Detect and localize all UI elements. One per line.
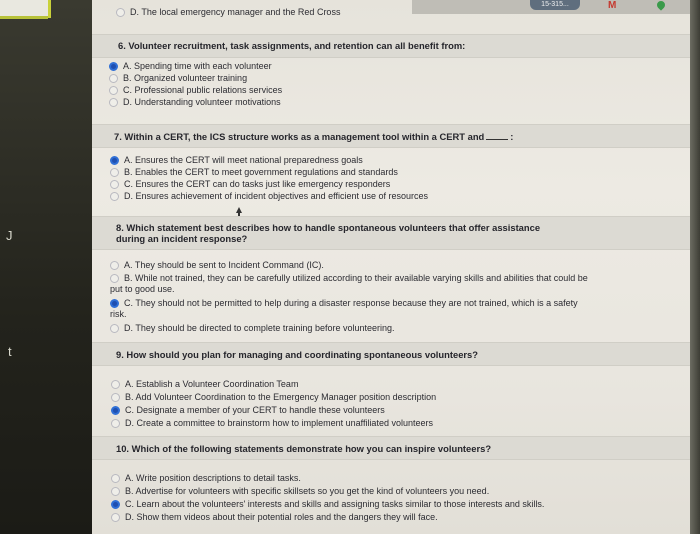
bezel-tab: [0, 0, 48, 19]
quiz-page: [92, 0, 692, 534]
question-title: 6. Volunteer recruitment, task assignments, and retention can all benefit from:: [118, 40, 466, 51]
mouse-cursor-icon: [236, 207, 242, 213]
option-label: B. Enables the CERT to meet government regulations and standards: [124, 167, 398, 177]
bezel-mark: J: [6, 228, 13, 243]
option-label: A. Ensures the CERT will meet national preparedness goals: [124, 155, 363, 165]
question-title: 9. How should you plan for managing and coordinating spontaneous volunteers?: [116, 349, 478, 360]
option-label: D. The local emergency manager and the Red Cross: [130, 7, 341, 17]
option-label: B. Add Volunteer Coordination to the Emergency Manager position description: [125, 392, 437, 402]
question-title: 10. Which of the following statements demonstrate how you can inspire volunteers?: [116, 443, 492, 454]
radio-button[interactable]: [111, 406, 120, 415]
radio-button[interactable]: [110, 168, 119, 177]
radio-button[interactable]: [111, 393, 120, 402]
left-bezel: [0, 0, 96, 534]
option-label: C. Ensures the CERT can do tasks just like emergency responders: [124, 179, 391, 189]
gmail-icon[interactable]: M: [608, 0, 617, 11]
radio-button[interactable]: [109, 74, 118, 83]
option-label: C. Learn about the volunteers' interests and skills and assigning tasks similar to those interests and skills.: [125, 499, 545, 509]
radio-button[interactable]: [111, 513, 120, 522]
option-label: B. Organized volunteer training: [123, 73, 248, 83]
option-label: C. Designate a member of your CERT to handle these volunteers: [125, 405, 385, 415]
option-label: D. Show them videos about their potential roles and the dangers they will face.: [125, 512, 438, 522]
radio-button[interactable]: [110, 324, 119, 333]
radio-button[interactable]: [109, 98, 118, 107]
bezel-stripe: [48, 0, 51, 18]
option-label: A. Write position descriptions to detail tasks.: [125, 473, 301, 483]
option-label: D. Create a committee to brainstorm how to implement unaffiliated volunteers: [125, 418, 433, 428]
maps-icon[interactable]: [657, 1, 665, 11]
radio-button[interactable]: [110, 192, 119, 201]
radio-button[interactable]: [111, 474, 120, 483]
option-label: C. They should not be permitted to help during a disaster response because they are not trained, which is a safety risk.: [110, 298, 578, 319]
browser-tab[interactable]: 15-315...: [530, 0, 580, 10]
question-title: 8. Which statement best describes how to handle spontaneous volunteers that offer assistance during an incident response?: [116, 222, 541, 244]
answer-blank: [486, 139, 508, 140]
option-label: D. Ensures achievement of incident objectives and efficient use of resources: [124, 191, 429, 201]
option-label: A. They should be sent to Incident Command (IC).: [124, 260, 324, 270]
radio-button[interactable]: [109, 62, 118, 71]
option-label: A. Spending time with each volunteer: [123, 61, 272, 71]
question-title: 7. Within a CERT, the ICS structure works as a management tool within a CERT and :: [114, 131, 514, 142]
radio-button[interactable]: [110, 156, 119, 165]
option-label: B. Advertise for volunteers with specific skillsets so you get the kind of volunteers you need.: [125, 486, 490, 496]
option-label: D. They should be directed to complete training before volunteering.: [124, 323, 395, 333]
radio-button[interactable]: [109, 86, 118, 95]
right-bezel: [690, 0, 700, 534]
option-label: C. Professional public relations services: [123, 85, 283, 95]
radio-button[interactable]: [111, 419, 120, 428]
option-label: A. Establish a Volunteer Coordination Team: [125, 379, 299, 389]
radio-button[interactable]: [111, 500, 120, 509]
radio-button[interactable]: [111, 487, 120, 496]
browser-bookmark-bar: [412, 0, 700, 14]
option-label: D. Understanding volunteer motivations: [123, 97, 281, 107]
bezel-mark: t: [8, 344, 12, 359]
radio-button[interactable]: [110, 180, 119, 189]
radio-button[interactable]: [110, 261, 119, 270]
option-label: B. While not trained, they can be carefully utilized according to their available varying skills and abilities that could be put to good use.: [110, 273, 588, 294]
radio-button[interactable]: [116, 8, 125, 17]
radio-button[interactable]: [111, 380, 120, 389]
